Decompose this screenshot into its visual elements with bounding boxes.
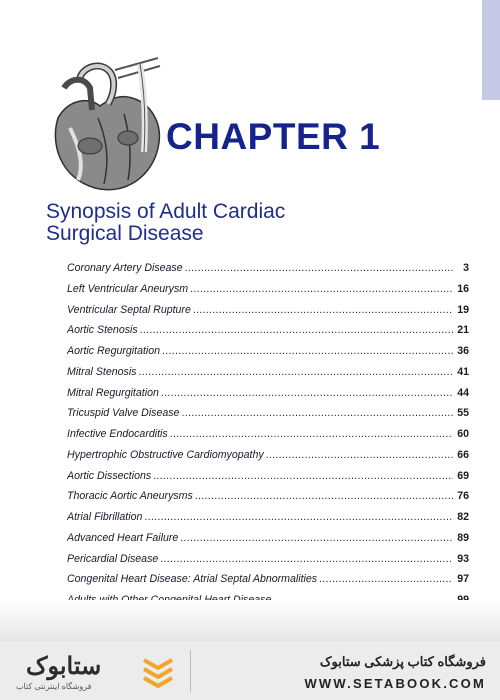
- toc-entry-title: Mitral Stenosis: [67, 365, 137, 378]
- toc-leader-dots: [138, 366, 453, 378]
- chapter-title-line-2: Surgical Disease: [46, 222, 204, 245]
- toc-entry[interactable]: [67, 324, 469, 345]
- store-url-link[interactable]: WWW.SETABOOK.COM: [304, 676, 486, 691]
- toc-leader-dots: [161, 387, 453, 399]
- toc-entry-page: 97: [457, 573, 469, 586]
- table-of-contents: [67, 262, 469, 615]
- toc-entry[interactable]: [67, 573, 469, 594]
- toc-entry-page: 41: [457, 365, 469, 378]
- toc-entry[interactable]: [67, 366, 469, 387]
- toc-entry-page: 19: [457, 303, 469, 316]
- toc-entry[interactable]: [67, 407, 469, 428]
- watermark-footer: [0, 642, 500, 700]
- toc-entry[interactable]: [67, 449, 469, 470]
- toc-entry-title: Coronary Artery Disease: [67, 262, 183, 274]
- toc-leader-dots: [266, 449, 453, 461]
- toc-leader-dots: [185, 262, 453, 274]
- footer-divider: [190, 650, 191, 692]
- toc-entry[interactable]: [67, 345, 469, 366]
- setabook-logo-icon: [142, 654, 174, 688]
- toc-entry-title: Left Ventricular Aneurysm: [67, 282, 189, 295]
- toc-leader-dots: [144, 511, 453, 523]
- toc-entry-title: Infective Endocarditis: [67, 428, 168, 440]
- toc-leader-dots: [193, 304, 453, 316]
- toc-entry-title: Advanced Heart Failure: [67, 531, 179, 544]
- logo-subtext: فروشگاه اینترنتی کتاب: [16, 682, 92, 691]
- toc-entry-title: Tricuspid Valve Disease: [67, 407, 180, 420]
- chapter-title: [46, 201, 285, 245]
- toc-leader-dots: [319, 573, 453, 585]
- toc-entry-page: 3: [463, 262, 469, 274]
- toc-leader-dots: [162, 345, 453, 357]
- toc-entry[interactable]: [67, 262, 469, 283]
- toc-leader-dots: [195, 490, 453, 502]
- chapter-heading: CHAPTER 1: [166, 116, 381, 157]
- toc-leader-dots: [160, 553, 453, 565]
- toc-entry-page: 16: [457, 282, 469, 295]
- toc-leader-dots: [140, 324, 453, 336]
- toc-entry-page: 76: [457, 490, 469, 503]
- toc-entry-title: Congenital Heart Disease: Atrial Septal Abnormalities: [67, 573, 318, 586]
- toc-entry-title: Aortic Stenosis: [67, 324, 138, 337]
- toc-entry-title: Thoracic Aortic Aneurysms: [67, 490, 193, 503]
- toc-leader-dots: [170, 428, 453, 440]
- toc-entry[interactable]: [67, 470, 469, 491]
- setabook-logo[interactable]: [8, 652, 178, 694]
- toc-leader-dots: [181, 407, 453, 419]
- toc-entry-title: Pericardial Disease: [67, 552, 159, 565]
- page-bottom-fade: [0, 600, 500, 642]
- toc-entry-page: 93: [457, 552, 469, 565]
- heart-illustration-icon: [40, 48, 170, 198]
- store-name: فروشگاه کتاب پزشکی ستابوک: [319, 654, 486, 669]
- toc-leader-dots: [190, 283, 453, 295]
- toc-entry[interactable]: [67, 428, 469, 449]
- toc-entry-title: Mitral Regurgitation: [67, 386, 159, 399]
- toc-entry-title: Aortic Regurgitation: [67, 345, 161, 357]
- toc-entry[interactable]: [67, 304, 469, 325]
- logo-text: ستابوک: [26, 653, 102, 680]
- toc-entry-page: 60: [457, 428, 469, 440]
- chapter-side-tab: [482, 0, 500, 100]
- toc-entry-title: Aortic Dissections: [67, 469, 152, 482]
- toc-entry[interactable]: [67, 511, 469, 532]
- toc-entry[interactable]: [67, 490, 469, 511]
- toc-entry-page: 36: [457, 345, 469, 357]
- toc-leader-dots: [180, 532, 453, 544]
- toc-entry-title: Hypertrophic Obstructive Cardiomyopathy: [67, 448, 264, 461]
- toc-entry-page: 89: [457, 531, 469, 544]
- toc-entry-page: 44: [457, 386, 469, 399]
- toc-entry[interactable]: [67, 532, 469, 553]
- toc-entry-page: 69: [457, 469, 469, 482]
- toc-entry-title: Ventricular Septal Rupture: [67, 303, 191, 316]
- toc-entry-page: 66: [457, 448, 469, 461]
- toc-entry-page: 55: [457, 407, 469, 420]
- toc-entry-page: 82: [457, 511, 469, 523]
- toc-entry[interactable]: [67, 283, 469, 304]
- toc-entry[interactable]: [67, 387, 469, 408]
- toc-entry-title: Atrial Fibrillation: [67, 511, 143, 523]
- toc-entry[interactable]: [67, 553, 469, 574]
- toc-leader-dots: [153, 470, 453, 482]
- toc-entry-page: 21: [457, 324, 469, 337]
- chapter-title-line-1: Synopsis of Adult Cardiac: [46, 200, 286, 223]
